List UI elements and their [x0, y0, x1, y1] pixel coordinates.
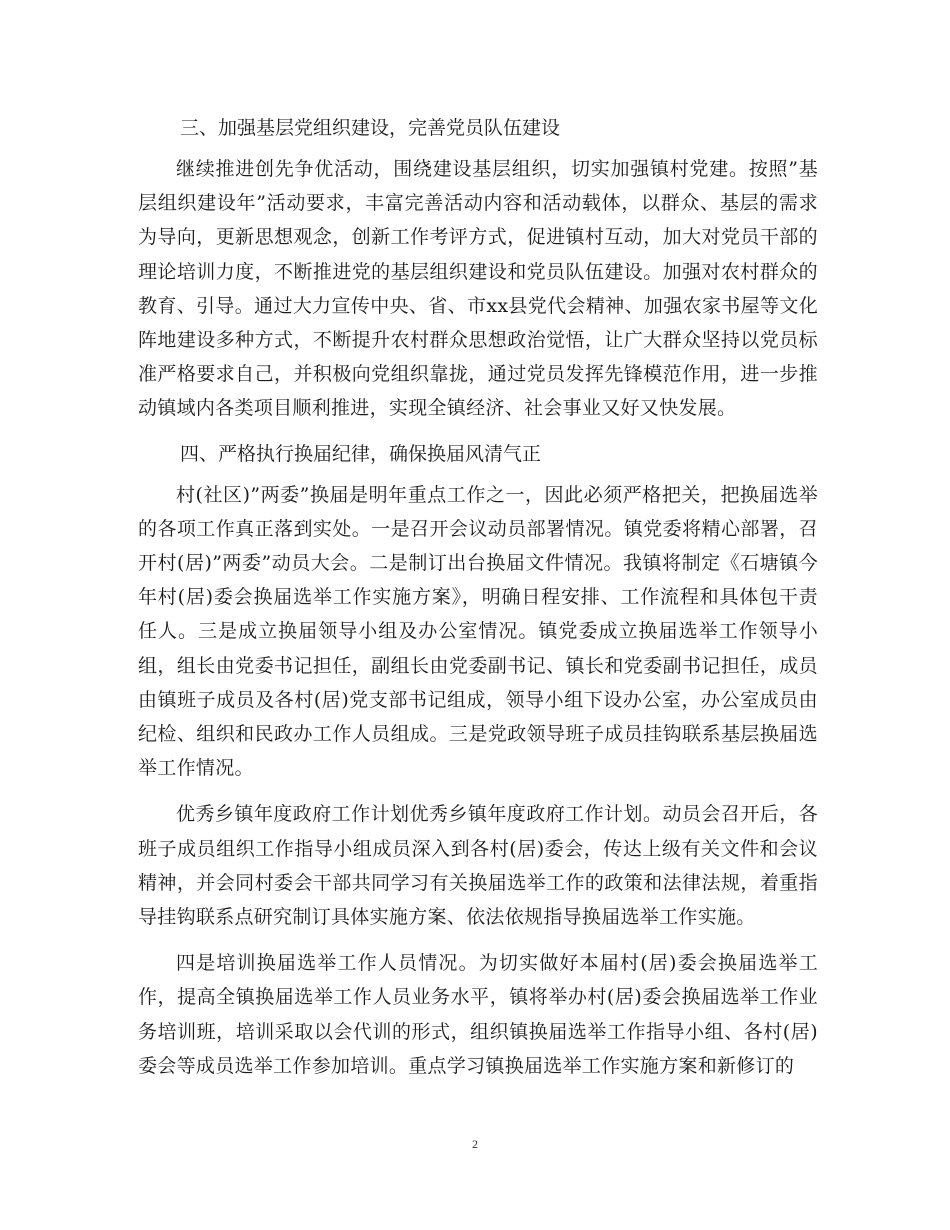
page-number: 2: [472, 1137, 478, 1151]
paragraph: 四是培训换届选举工作人员情况。为切实做好本届村(居)委会换届选举工作，提高全镇换届选举工作人员业务水平，镇将举办村(居)委会换届选举工作业务培训班，培训采取以会代训的形式，组织镇换届选举工作指导小组、各村(居)委会等成员选举工作参加培训。重点学习镇换届选举工作实施方案和新修订的: [138, 952, 818, 1077]
paragraph: 村(社区)”两委”换届是明年重点工作之一，因此必须严格把关，把换届选举的各项工作真正落到实处。一是召开会议动员部署情况。镇党委将精心部署，召开村(居)”两委”动员大会。二是制订出台换届文件情况。我镇将制定《石塘镇今年村(居)委会换届选举工作实施方案》，明确日程安排、工作流程和具体包干责任人。三是成立换届领导小组及办公室情况。镇党委成立换届选举工作领导小组，组长由党委书记担任，副组长由党委副书记、镇长和党委副书记担任，成员由镇班子成员及各村(居)党支部书记组成，领导小组下设办公室，办公室成员由纪检、组织和民政办工作人员组成。三是党政领导班子成员挂钩联系基层换届选举工作情况。: [138, 483, 818, 780]
section-heading: 四、严格执行换届纪律，确保换届风清气正: [180, 442, 542, 465]
section-party-building: [138, 112, 818, 426]
document-body: [138, 112, 818, 1095]
section-heading: 三、加强基层党组织建设，完善党员队伍建设: [180, 117, 561, 139]
paragraph: 优秀乡镇年度政府工作计划优秀乡镇年度政府工作计划。动员会召开后，各班子成员组织工作指导小组成员深入到各村(居)委会，传达上级有关文件和会议精神，并会同村委会干部共同学习有关换届选举工作的政策和法律法规，着重指导挂钩联系点研究制订具体实施方案、依法依规指导换届选举工作实施。: [138, 803, 818, 929]
section-election-discipline: [138, 438, 818, 1083]
paragraph: 继续推进创先争优活动，围绕建设基层组织，切实加强镇村党建。按照”基层组织建设年”活动要求，丰富完善活动内容和活动载体，以群众、基层的需求为导向，更新思想观念，创新工作考评方式，促进镇村互动，加大对党员干部的理论培训力度，不断推进党的基层组织建设和党员队伍建设。加强对农村群众的教育、引导。通过大力宣传中央、省、市xx县党代会精神、加强农家书屋等文化阵地建设多种方式，不断提升农村群众思想政治觉悟，让广大群众坚持以党员标准严格要求自己，并积极向党组织靠拢，通过党员发挥先锋模范作用，进一步推动镇域内各类项目顺利推进，实现全镇经济、社会事业又好又快发展。: [138, 158, 818, 420]
